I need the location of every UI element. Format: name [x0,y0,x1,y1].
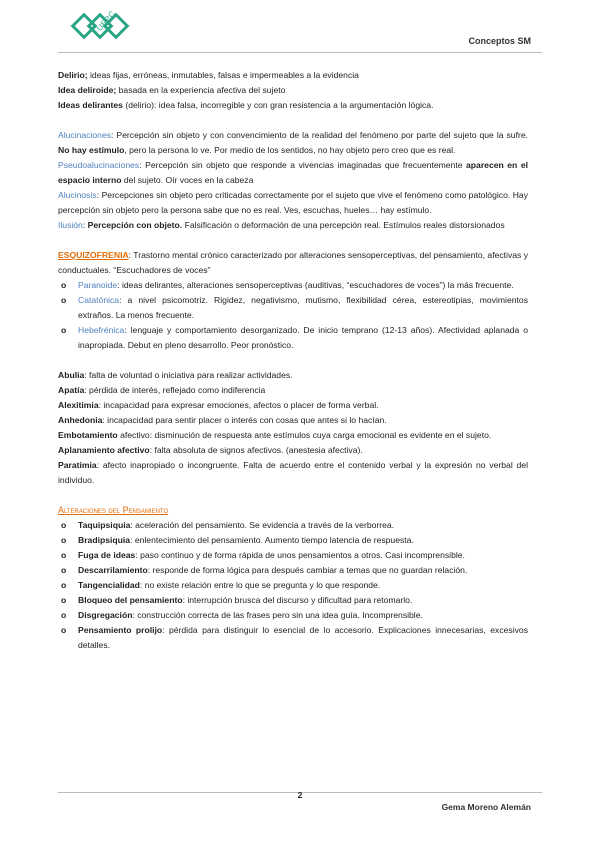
schizo-intro: ESQUIZOFRENIA: Trastorno mental crónico caracterizado por alteraciones sensoperceptivas, del pensamiento, afectivas y conductuales. “Escuchadores de voces” [58,250,529,275]
list-item: o Fuga de ideas: paso continuo y de forma rápida de unos pensamientos a otros. Casi incomprensible. [61,550,465,560]
list-item: o Bloqueo del pensamiento: interrupción brusca del discurso y dificultad para retomarlo. [61,595,413,605]
schizo-title: ESQUIZOFRENIA [58,250,129,260]
page-number: 2 [297,790,303,800]
list-item: o Descarrilamiento: responde de forma lógica para después cambiar a temas que no guardan relación. [61,565,468,575]
def-alucinosis: Alucinosis: Percepciones sin objeto pero criticadas correctamente por el sujeto que vive el fenómeno como patológico. Hay percepción sin objeto pero la persona sabe que no es real. Ves, escuchas, hueles… hay estímulo. [58,190,528,215]
def-delirio: Delirio; ideas fijas, erróneas, inmutables, falsas e impermeables a la evidencia [58,70,359,80]
list-item: o Bradipsiquia: enlentecimiento del pensamiento. Aumento tiempo latencia de respuesta. [61,535,414,545]
list-item: o Catatónica: a nivel psicomotriz. Rigidez, negativismo, mutismo, flexibilidad cérea, estereotipias, movimientos extraños. La menos frecuente. [61,295,528,320]
header-title: Conceptos SM [468,36,531,46]
def-paratimia: Paratimia: afecto inapropiado o incongruente. Falta de acuerdo entre el contenido verbal y la expresión no verbal del individuo. [58,460,528,485]
def-ilusion: Ilusión: Percepción con objeto. Falsificación o deformación de una percepción real. Estímulos reales distorsionados [58,220,505,230]
list-item: o Hebefrénica: lenguaje y comportamiento desorganizado. De inicio temprano (12-13 años). Afectividad aplanada o inapropiada. Debut en pleno desarrollo. Peor pronóstico. [61,325,528,350]
def-apatia: Apatía: pérdida de interés, reflejado como indiferencia [58,385,266,395]
def-alucinaciones: Alucinaciones: Percepción sin objeto y con convencimiento de la realidad del fenómeno por parte del sujeto que la sufre. No hay estímulo, pero la persona lo ve. Por medio de los sentidos, no hay objeto pero creo que es real. [58,130,528,155]
def-alexitimia: Alexitimia: incapacidad para expresar emociones, afectos o placer de forma verbal. [58,400,379,410]
def-pseudoalucinaciones: Pseudoalucinaciones: Percepción sin objeto que responde a vivencias imaginadas que frecuentemente aparecen en el espacio interno del sujeto. Oír voces en la cabeza [58,160,528,185]
list-item: o Paranoide: ideas delirantes, alteraciones sensoperceptivas (auditivas, “escuchadores de voces”) la más frecuente. [61,280,514,290]
schizo-types-list [58,278,528,353]
def-idea-deliroide: Idea deliroide; basada en la experiencia afectiva del sujeto [58,85,286,95]
def-ideas-delirantes: Ideas delirantes (delirio): idea falsa, incorregible y con gran resistencia a la argumentación lógica. [58,100,434,110]
thought-section-title: Alteraciones del Pensamiento [58,505,169,515]
header-divider [58,52,542,53]
logo-text: UFPC [95,8,118,33]
def-anhedonia: Anhedonia: incapacidad para sentir placer o interés con cosas que antes si lo hacían. [58,415,387,425]
footer-author: Gema Moreno Alemán [441,802,531,812]
def-aplanamiento: Aplanamiento afectivo: falta absoluta de signos afectivos. (anestesia afectiva). [58,445,363,455]
list-item: o Disgregación: construcción correcta de las frases pero sin una idea guía. Incomprensible. [61,610,423,620]
list-item: o Pensamiento prolijo: pérdida para distinguir lo esencial de lo accesorio. Explicaciones innecesarias, excesivos detalles. [61,625,528,650]
main-content [58,68,528,653]
thought-alterations-list [58,518,528,653]
def-abulia: Abulia: falta de voluntad o iniciativa para realizar actividades. [58,370,293,380]
list-item: o Taquipsiquia: aceleración del pensamiento. Se evidencia a través de la verborrea. [61,520,395,530]
def-embotamiento: Embotamiento afectivo: disminución de respuesta ante estímulos cuya carga emocional es evidente en el sujeto. [58,430,492,440]
list-item: o Tangencialidad: no existe relación entre lo que se pregunta y lo que responde. [61,580,381,590]
